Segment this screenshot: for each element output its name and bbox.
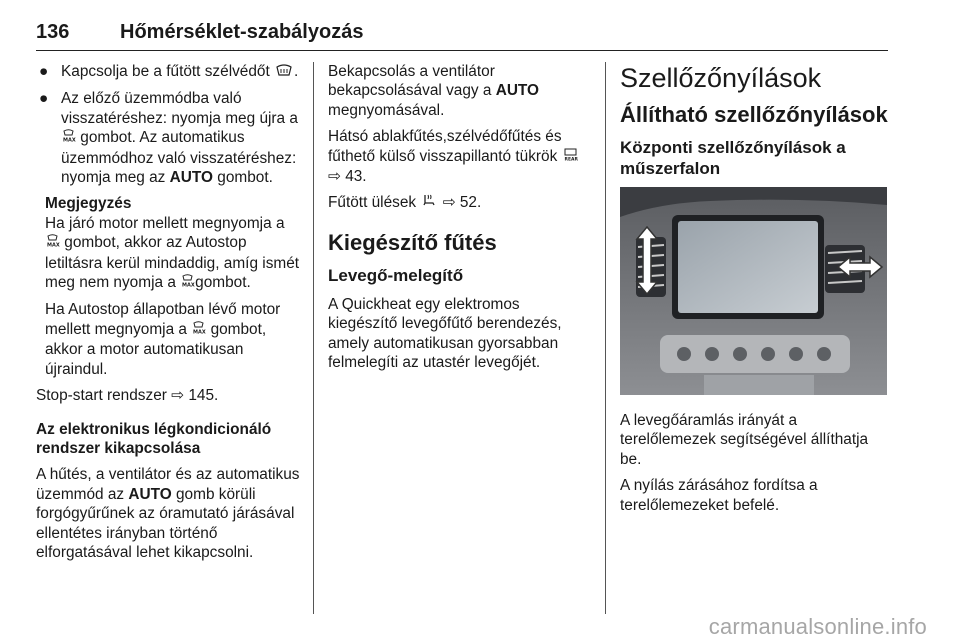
subsection-heading: Levegő-melegítő (328, 265, 464, 285)
list-item: ● Kapcsolja be a fűtött szélvédőt . (36, 62, 302, 82)
page-number: 136 (36, 21, 70, 43)
note-heading: Megjegyzés (45, 195, 132, 213)
page-reference-icon: ⇨ (171, 387, 185, 405)
page-reference-icon: ⇨ (328, 168, 341, 186)
section-heading: Kiegészítő fűtés (328, 229, 497, 255)
column-middle (328, 62, 588, 379)
svg-text:MAX: MAX (182, 282, 195, 289)
column-right (620, 62, 890, 522)
svg-text:MAX: MAX (63, 137, 76, 144)
heated-seat-icon (422, 193, 436, 213)
paragraph: A levegőáramlás irányát a terelőlemezek segítségével állíthatja be. (620, 412, 869, 468)
cross-reference: Stop-start rendszer ⇨ 145. (36, 387, 219, 405)
page-reference-icon: ⇨ (442, 194, 456, 212)
chapter-heading: Szellőzőnyílások (620, 63, 822, 93)
column-divider (605, 62, 606, 614)
svg-text:MAX: MAX (193, 329, 206, 336)
windscreen-heat-icon (276, 63, 292, 82)
paragraph: Fűtött ülések ⇨ 52. (328, 193, 588, 213)
dashboard-vents-photo (620, 187, 887, 395)
section-heading: Az elektronikus légkondicionáló rendszer kikapcsolása (36, 420, 272, 457)
paragraph: A nyílás zárásához fordítsa a terelőlemezeket befelé. (620, 477, 818, 514)
subsection-heading: Központi szellőzőnyílások a műszerfalon (620, 138, 846, 178)
note-paragraph: Ha járó motor mellett megnyomja a MAX gombot, akkor az Autostop letiltásra kerül mindaddig, amíg ismét meg nem nyomja a MAX gombot. (45, 214, 302, 294)
max-defrost-icon (182, 274, 193, 293)
section-heading: Állítható szellőzőnyílások (620, 102, 888, 127)
max-defrost-icon (193, 321, 204, 340)
paragraph: A hűtés, a ventilátor és az automatikus üzemmód az AUTO gomb körüli forgógyűrűnek az óramutató járásával ellentétes irányban történő elforgatásával lehet kikapcsolni. (36, 466, 300, 561)
svg-text:MAX: MAX (47, 242, 60, 249)
note-block (36, 194, 302, 379)
column-divider (313, 62, 314, 614)
max-defrost-icon (47, 234, 58, 253)
column-left (36, 62, 302, 569)
page-title: Hőmérséklet-szabályozás (120, 21, 364, 43)
list-item: ● Az előző üzemmódba való visszatéréshez: nyomja meg újra a MAX gombot. Az automatikus üzemmódhoz való visszatéréshez: nyomja meg az AUTO gombot. (39, 90, 298, 187)
rear-window-heat-icon (564, 148, 577, 167)
paragraph: Hátsó ablakfűtés,szélvédőfűtés és fűthető külső visszapillantó tükrök REAR ⇨ 43. (328, 128, 578, 186)
svg-text:REAR: REAR (564, 157, 578, 163)
paragraph: A Quickheat egy elektromos kiegészítő levegőfűtő berendezés, amely automatikusan gyorsabban felmelegíti az utastér levegőjét. (328, 295, 562, 372)
paragraph: Bekapcsolás a ventilátor bekapcsolásával vagy a AUTO megnyomásával. (328, 63, 540, 119)
note-paragraph: Ha Autostop állapotban lévő motor mellett megnyomja a MAX gombot, akkor a motor automatikusan újraindul. (45, 301, 281, 378)
max-defrost-icon (63, 129, 74, 148)
instruction-list (36, 62, 302, 187)
watermark: carmanualsonline.info (708, 614, 927, 639)
page-header (36, 20, 888, 51)
